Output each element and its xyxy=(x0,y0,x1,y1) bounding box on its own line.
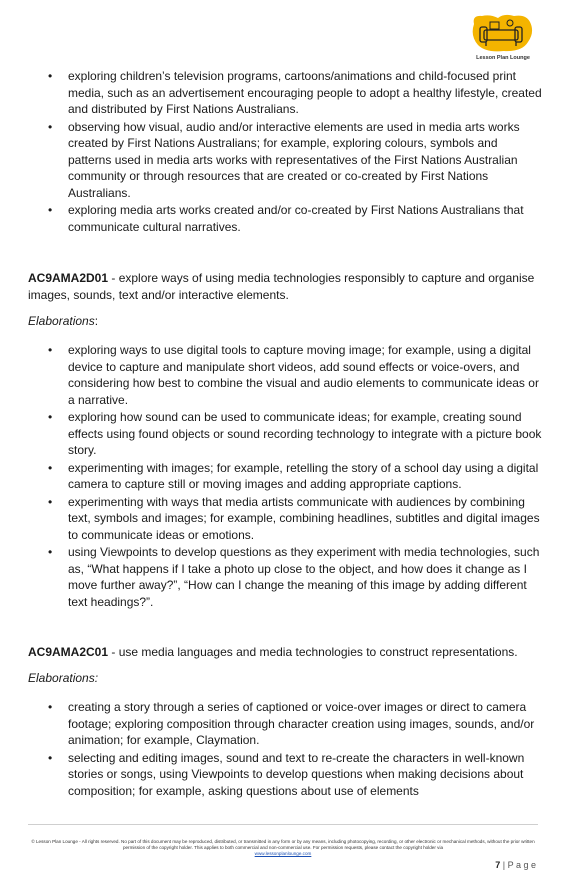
elaborations-list-ac9ama2c01 xyxy=(28,699,543,799)
list-item: • exploring ways to use digital tools to capture moving image; for example, using a digital device to capture and manipulate short videos, add sound effects or voice-overs, and considering how best to combine the visual and audio elements to communicate ideas or a narrative. xyxy=(48,343,539,407)
elaborations-heading: Elaborations: xyxy=(28,671,99,685)
list-item: • exploring how sound can be used to communicate ideas; for example, creating sound effects using found objects or sound recording technology to integrate with a picture book story. xyxy=(48,410,542,457)
list-item: • exploring children’s television programs, cartoons/animations and child-focused print media, such as an advertisement encouraging people to adopt a healthy lifestyle, created and distributed by First Nations Australians. xyxy=(48,69,542,116)
copyright-notice: © Lesson Plan Lounge - All rights reserved. No part of this document may be reproduced, distributed, or transmitted in any form or by any means, including photocopying, recording, or other electronic or mechanical methods, without the prior written permission of the copyright holder. This applies to both commercial and non-commercial use. For permission requests, please contact the copyright holder via xyxy=(31,839,535,850)
list-item: • selecting and editing images, sound and text to re-create the characters in well-known stories or songs, using Viewpoints to develop questions when making decisions about composition; for example, asking questions about use of elements xyxy=(48,750,525,798)
list-item: • exploring media arts works created and/or co-created by First Nations Australians that communicate cultural narratives. xyxy=(48,203,524,234)
logo-label: Lesson Plan Lounge xyxy=(476,55,530,61)
content-description-ac9ama2c01 xyxy=(28,644,543,661)
sofa-logo-icon xyxy=(468,12,538,56)
intro-bullet-list xyxy=(28,68,543,235)
content-description-text: - explore ways of using media technologies responsibly to capture and organise images, sounds, text and/or interactive elements. xyxy=(28,271,535,302)
content-description-text: - use media languages and media technologies to construct representations. xyxy=(108,645,518,659)
page-footer xyxy=(28,824,538,857)
content-description-ac9ama2d01 xyxy=(28,270,543,304)
content-code: AC9AMA2D01 xyxy=(28,271,109,285)
list-item: • experimenting with images; for example, retelling the story of a school day using a digital camera to capture still or moving images and adding appropriate captions. xyxy=(48,460,539,491)
elaborations-heading: Elaborations: xyxy=(28,314,99,328)
content-code: AC9AMA2C01 xyxy=(28,645,109,659)
page-number: 7 | P a g e xyxy=(495,860,536,870)
curriculum-content xyxy=(28,68,543,800)
list-item: • creating a story through a series of captioned or voice-over images or direct to camera footage; exploring composition through character creation using images, sounds, and/or animation; for example, Claymation. xyxy=(48,700,535,747)
list-item: • using Viewpoints to develop questions as they experiment with media technologies, such as, “What happens if I take a photo up close to the object, and how does it change as I move further away?”, “How can I change the meaning of this image by adding different text headings?”. xyxy=(48,545,540,609)
list-item: • experimenting with ways that media artists communicate with audiences by combining text, symbols and images; for example, combining headlines, subtitles and digital images to communicate ideas or emotions. xyxy=(48,494,540,542)
elaborations-list-ac9ama2d01 xyxy=(28,342,543,610)
lesson-plan-lounge-logo xyxy=(468,12,538,68)
footer-divider xyxy=(28,824,538,825)
list-item: • observing how visual, audio and/or interactive elements are used in media arts works created by First Nations Australians; for example, exploring colours, symbols and patterns used in media arts works with representatives of the First Nations Australian community or through resources that are created or co-created by First Nations Australians. xyxy=(48,119,520,200)
website-link[interactable]: www.lessonplanlounge.com xyxy=(254,851,312,856)
